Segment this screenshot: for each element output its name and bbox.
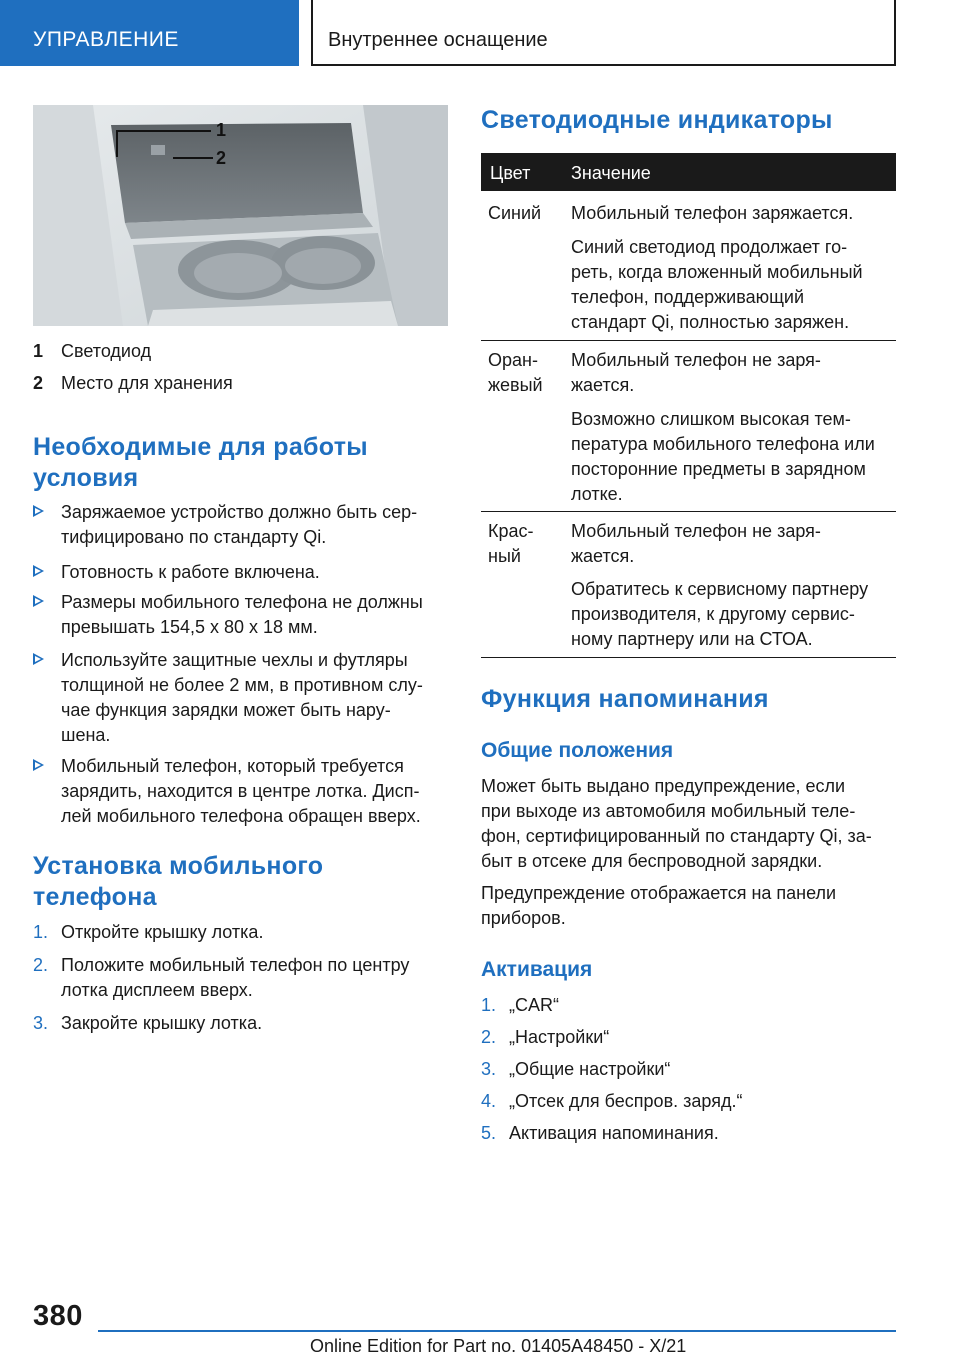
menu-path-item: „Общие настройки“	[509, 1059, 671, 1079]
led-meaning-detail: Возможно слишком высокая тем- пература мобильного телефона или посторонние предметы в зарядном лотке.	[571, 409, 875, 504]
table-row-divider	[481, 340, 896, 341]
step-number: 1.	[481, 995, 497, 1015]
caption-text: Место для хранения	[61, 373, 233, 393]
caption-number: 1	[33, 341, 44, 361]
step-number: 3.	[481, 1059, 497, 1079]
menu-path-item: „Отсек для беспров. заряд.“	[509, 1091, 743, 1111]
requirements-title	[33, 432, 368, 494]
callout-2: 2	[216, 148, 227, 168]
caption-text: Светодиод	[61, 341, 152, 361]
section-label: УПРАВЛЕНИЕ	[33, 28, 179, 51]
column-header-meaning: Значение	[571, 163, 651, 183]
general-paragraph-1: Может быть выдано предупреждение, если при выходе из автомобиля мобильный теле- фон, сертифицированный по стандарту Qi, за- быт в отсеке для беспроводной зарядки.	[481, 776, 872, 871]
step-number: 5.	[481, 1123, 497, 1143]
callout-1: 1	[216, 120, 227, 140]
step-number: 1.	[33, 922, 49, 942]
footer-edition: Online Edition for Part no. 01405A48450 - X/21	[310, 1336, 687, 1356]
general-paragraph-2: Предупреждение отображается на панели приборов.	[481, 883, 837, 928]
requirements-title-line1: Необходимые для работы	[33, 433, 368, 461]
triangle-bullet-icon	[33, 759, 44, 771]
step-number: 3.	[33, 1013, 49, 1033]
step-number: 4.	[481, 1091, 497, 1111]
reminder-title: Функция напоминания	[481, 685, 769, 713]
table-row-divider	[481, 657, 896, 658]
column-header-color: Цвет	[490, 163, 531, 183]
install-title	[33, 851, 323, 913]
triangle-bullet-icon	[33, 595, 44, 607]
step-number: 2.	[481, 1027, 497, 1047]
charging-tray-photo	[33, 105, 448, 326]
menu-path-item: „CAR“	[509, 995, 559, 1015]
led-meaning-cell: Мобильный телефон заряжается.	[571, 203, 854, 223]
triangle-bullet-icon	[33, 565, 44, 577]
install-title-line2: телефона	[33, 883, 157, 911]
activation-title: Активация	[481, 958, 593, 981]
menu-path-item: „Настройки“	[509, 1027, 610, 1047]
step-text: Положите мобильный телефон по центру лотка дисплеем вверх.	[61, 955, 410, 1000]
install-title-line1: Установка мобильного	[33, 852, 324, 880]
general-title: Общие положения	[481, 739, 674, 762]
chapter-label: Внутреннее оснащение	[328, 29, 548, 51]
menu-path-item: Активация напоминания.	[509, 1123, 719, 1143]
led-color-cell: Синий	[488, 203, 542, 223]
requirements-title-line2: условия	[33, 464, 139, 492]
triangle-bullet-icon	[33, 653, 44, 665]
led-color-cell: Крас- ный	[488, 521, 534, 566]
triangle-bullet-icon	[33, 505, 44, 517]
led-table-header	[481, 153, 896, 191]
step-number: 2.	[33, 955, 49, 975]
led-color-cell: Оран- жевый	[488, 350, 543, 395]
footer-divider	[98, 1330, 896, 1332]
step-text: Закройте крышку лотка.	[61, 1013, 263, 1033]
led-section-title: Светодиодные индикаторы	[481, 106, 833, 134]
led-meaning-detail: Обратитесь к сервисному партнеру производителя, к другому сервис- ному партнеру или на СТОА.	[571, 579, 869, 649]
led-meaning-cell: Мобильный телефон не заря- жается.	[571, 350, 821, 395]
section-tab[interactable]	[0, 0, 299, 66]
led-meaning-cell: Мобильный телефон не заря- жается.	[571, 521, 821, 566]
step-text: Откройте крышку лотка.	[61, 922, 264, 942]
table-row-divider	[481, 511, 896, 512]
page-number: 380	[33, 1300, 83, 1332]
chapter-tab[interactable]	[311, 0, 896, 66]
caption-number: 2	[33, 373, 44, 393]
led-meaning-detail: Синий светодиод продолжает го- реть, когда вложенный мобильный телефон, поддерживающий стандарт Qi, полностью заряжен.	[571, 237, 863, 332]
